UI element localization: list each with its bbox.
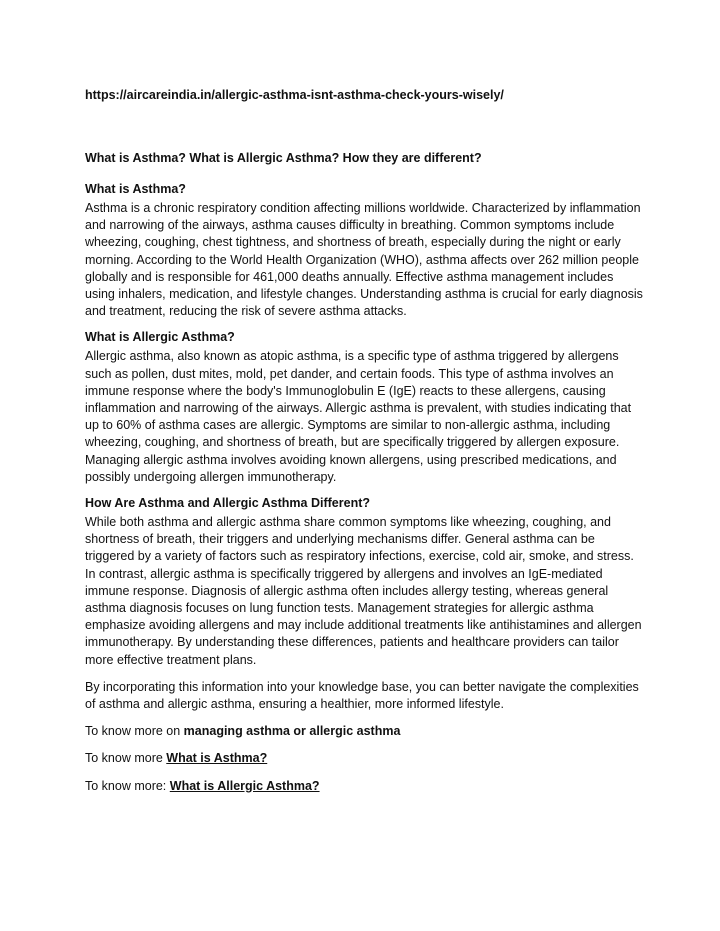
section-heading-asthma: What is Asthma? bbox=[85, 182, 186, 196]
link-line-what-is-asthma bbox=[85, 750, 645, 767]
section-body-allergic-asthma: Allergic asthma, also known as atopic asthma, is a specific type of asthma triggered by allergens such as pollen, dust mites, mold, pet dander, and certain foods. This type of asthma involves an immune response where the body's Immunoglobulin E (IgE) reacts to these allergens, causing inflammation and narrowing of the airways. Allergic asthma is prevalent, with studies indicating that up to 60% of asthma cases are allergic. Symptoms are similar to non-allergic asthma, including wheezing, coughing, and shortness of breath, but are specifically triggered by allergen exposure. Managing allergic asthma involves avoiding known allergens, using prescribed medications, and possibly undergoing allergen immunotherapy. bbox=[85, 349, 632, 484]
closing-paragraph: By incorporating this information into your knowledge base, you can better navigate the complexities of asthma and allergic asthma, ensuring a healthier, more informed lifestyle. bbox=[85, 679, 639, 712]
link-prefix: To know more bbox=[85, 751, 167, 766]
section-body-asthma: Asthma is a chronic respiratory condition affecting millions worldwide. Characterized by inflammation and narrowing of the airways, asthma causes difficulty in breathing. Common symptoms include wheezing, coughing, chest tightness, and shortness of breath, especially during the night or early morning. According to the World Health Organization (WHO), asthma affects over 262 million people globally and is responsible for 461,000 deaths annually. Effective asthma management includes using inhalers, medication, and lifestyle changes. Understanding asthma is crucial for early diagnosis and treatment, reducing the risk of severe asthma attacks. bbox=[85, 201, 643, 319]
section-heading-differences: How Are Asthma and Allergic Asthma Different? bbox=[85, 496, 370, 511]
section-body-differences: While both asthma and allergic asthma share common symptoms like wheezing, coughing, and shortness of breath, their triggers and underlying mechanisms differ. General asthma can be triggered by a variety of factors such as respiratory infections, exercise, cold air, smoke, and stress. In contrast, allergic asthma is specifically triggered by allergens and involves an IgE-mediated immune response. Diagnosis of allergic asthma often includes allergy testing, whereas general asthma diagnosis focuses on lung function tests. Management strategies for allergic asthma emphasize avoiding allergens and may include additional treatments like antihistamines and allergen immunotherapy. By understanding these differences, patients and healthcare providers can tailor more effective treatment plans. bbox=[85, 515, 642, 667]
link-line-what-is-allergic-asthma bbox=[85, 778, 645, 795]
link-prefix: To know more on bbox=[85, 724, 184, 739]
managing-asthma-text: managing asthma or allergic asthma bbox=[183, 724, 401, 739]
link-prefix: To know more: bbox=[85, 778, 170, 793]
what-is-asthma-link[interactable]: What is Asthma? bbox=[166, 751, 268, 766]
source-url: https://aircareindia.in/allergic-asthma-isnt-asthma-check-yours-wisely/ bbox=[85, 88, 504, 102]
document-body bbox=[85, 181, 645, 805]
document-title: What is Asthma? What is Allergic Asthma? How they are different? bbox=[85, 151, 482, 165]
link-line-managing bbox=[85, 723, 645, 740]
section-heading-allergic-asthma: What is Allergic Asthma? bbox=[85, 330, 235, 345]
what-is-allergic-asthma-link[interactable]: What is Allergic Asthma? bbox=[169, 778, 320, 793]
